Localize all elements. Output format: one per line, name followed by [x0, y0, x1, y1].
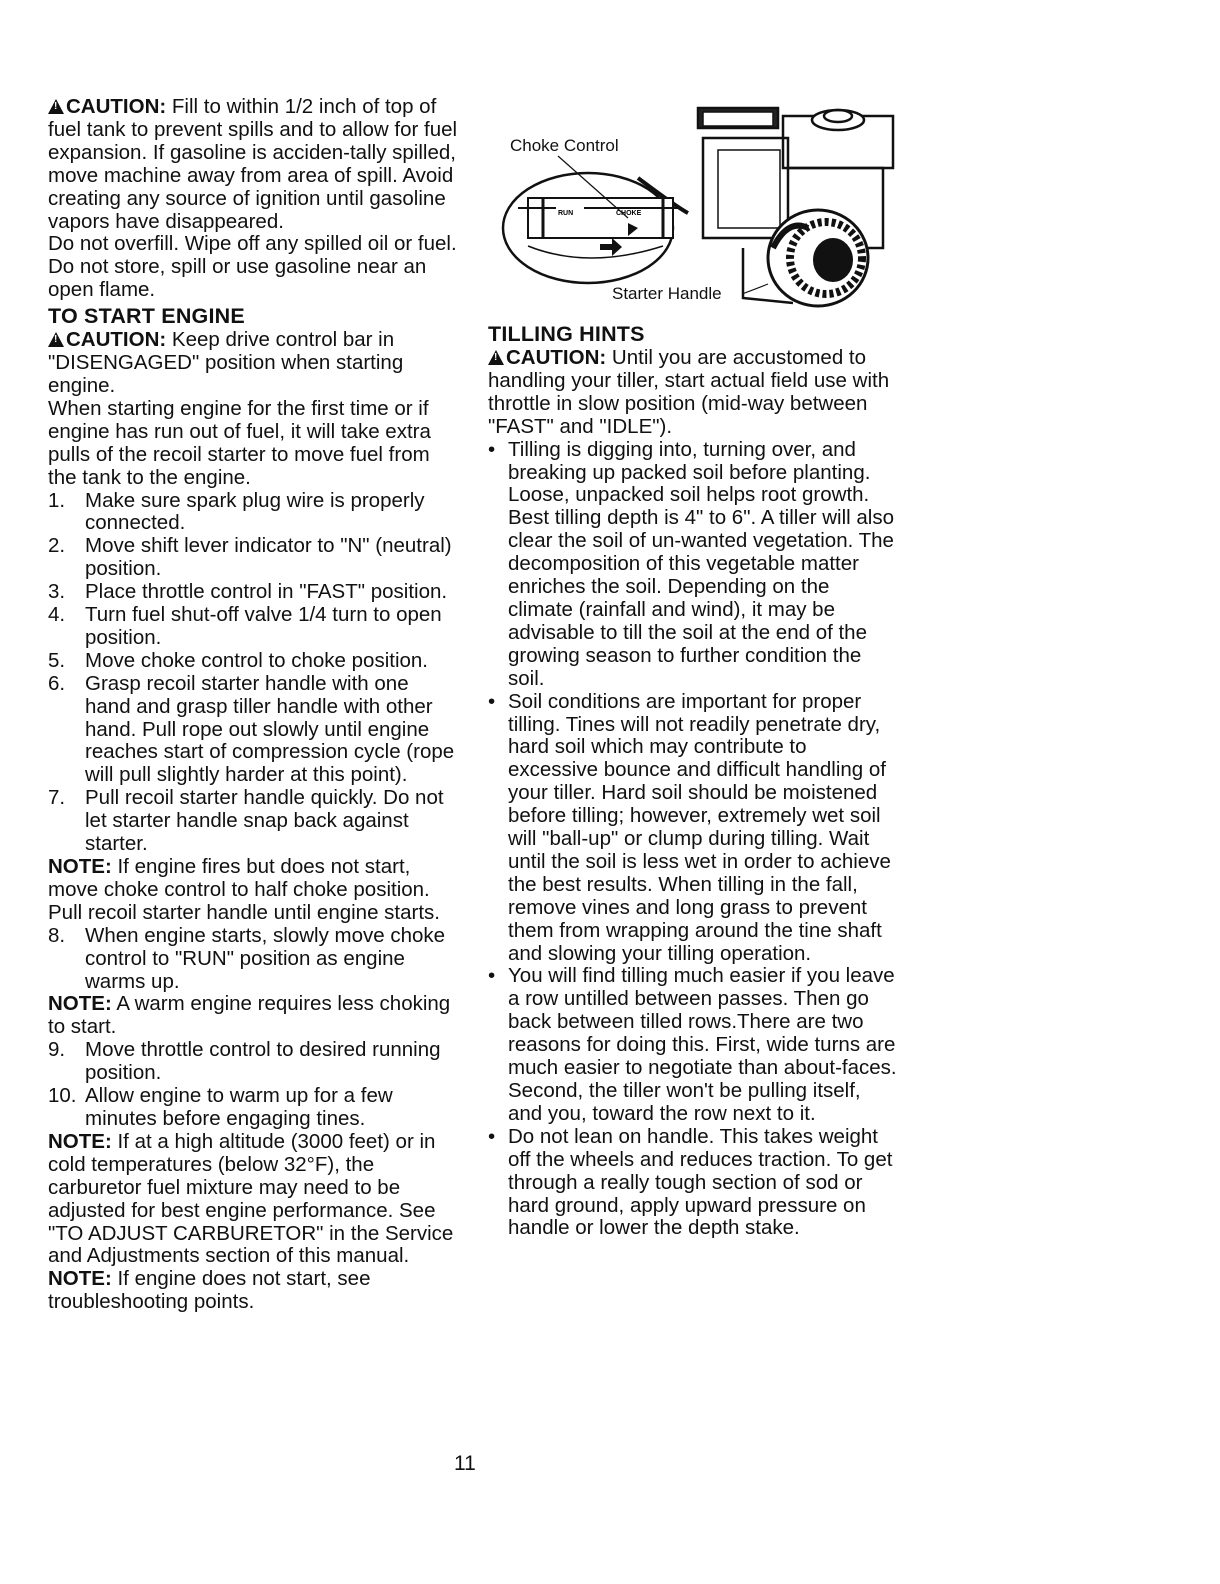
to-start-engine-heading: TO START ENGINE: [48, 304, 245, 329]
hint-bullet-2: • Soil conditions are important for proper tilling. Tines will not readily penetrate dry, hard soil which may contribute to excessive bounce and difficult handling of your tiller. Hard soil should be moistened before tilling; however, extremely wet soil will "ball-up" or clump during tilling. Wait until the soil is less wet in order to achieve the best results. When tilling in the fall, remove vines and long grass to prevent them from wrapping around the tine shaft and slowing your tilling operation.: [488, 689, 891, 965]
hint-bullet-1: • Tilling is digging into, turning over, and breaking up packed soil before planting. Loose, unpacked soil helps root growth. Best tilling depth is 4" to 6". A tiller will also clear the soil of un-wanted vegetation. The decomposition of this vegetable matter enriches the soil. Depending on the climate (rainfall and wind), it may be advisable to till the soil at the end of the growing season to further condition the soil.: [488, 437, 895, 690]
warning-triangle-icon: [48, 99, 64, 114]
step-5: 5. Move choke control to choke position.: [48, 648, 428, 672]
step-3: 3. Place throttle control in "FAST" position.: [48, 580, 448, 604]
note-no-start: NOTE: If engine does not start, see troubleshooting points.: [48, 1267, 371, 1314]
left-column: [48, 96, 458, 1314]
engine-figure: [488, 98, 908, 310]
caution-fuel-text: Fill to within 1/2 inch of top of fuel tank to prevent spills and to allow for fuel expansion. If gasoline is acciden-tally spilled, move machine away from area of spill. Avoid creating any source of ignition until gasoline vapors have disappeared.: [48, 95, 458, 233]
choke-control-label: Choke Control: [510, 136, 619, 155]
warning-triangle-icon: [488, 350, 504, 365]
warning-triangle-icon: [48, 332, 64, 347]
page-number: 11: [454, 1452, 476, 1475]
bullet-icon: •: [488, 964, 496, 988]
recoil-starter: [768, 210, 868, 306]
step-9: 9. Move throttle control to desired running position.: [48, 1038, 441, 1085]
caution-fuel: [48, 96, 458, 233]
caution-drive-bar: [48, 329, 458, 398]
caution-throttle-text: Until you are accustomed to handling your tiller, start actual field use with throttle in slow position (mid-way between "FAST" and "IDLE").: [488, 346, 890, 438]
step-2: 2. Move shift lever indicator to "N" (neutral) position.: [48, 534, 452, 581]
bullet-icon: •: [488, 1124, 496, 1148]
step-10: 10. Allow engine to warm up for a few minutes before engaging tines.: [48, 1084, 393, 1130]
right-column: [488, 320, 898, 1240]
note-altitude: NOTE: If at a high altitude (3000 feet) or in cold temperatures (below 32°F), the carburetor fuel mixture may need to be adjusted for best engine performance. See "TO ADJUST CARBURETOR" in the Service and Adjustments section of this manual.: [48, 1129, 454, 1268]
bullet-icon: •: [488, 689, 496, 713]
caution-drive-bar-text: Keep drive control bar in "DISENGAGED" position when starting engine.: [48, 328, 404, 397]
note-half-choke: NOTE: If engine fires but does not start, move choke control to half choke position. Pull recoil starter handle until engine starts.: [48, 855, 440, 924]
starter-handle-label: Starter Handle: [612, 284, 722, 303]
step-8: 8. When engine starts, slowly move choke control to "RUN" position as engine warms up.: [48, 923, 446, 993]
step-1: 1. Make sure spark plug wire is properly connected.: [48, 488, 425, 535]
tilling-hints-heading: TILLING HINTS: [488, 322, 645, 346]
bullet-icon: •: [488, 437, 496, 461]
step-7: 7. Pull recoil starter handle quickly. Do not let starter handle snap back against starter.: [48, 786, 444, 856]
engine-illustration: [488, 98, 908, 310]
caution-throttle: [488, 347, 898, 439]
hint-bullet-3: • You will find tilling much easier if you leave a row untilled between passes. Then go back between tilled rows.There are two reasons for doing this. First, wide turns are much easier to negotiate than about-faces. Second, the tiller won't be pulling itself, and you, toward the row next to it.: [488, 964, 897, 1125]
first-time-text: When starting engine for the first time or if engine has run out of fuel, it will take extra pulls of the recoil starter to move fuel from the tank to the engine.: [48, 396, 431, 489]
step-6: 6. Grasp recoil starter handle with one hand and grasp tiller handle with other hand. Pull rope out slowly until engine reaches start of compression cycle (rope will pull slightly harder at this point).: [48, 671, 455, 787]
step-4: 4. Turn fuel shut-off valve 1/4 turn to open position.: [48, 603, 442, 649]
caution-label: CAUTION:: [66, 328, 167, 352]
caution-label: CAUTION:: [506, 346, 607, 369]
choke-label: CHOKE: [616, 210, 642, 217]
hint-bullet-4: • Do not lean on handle. This takes weight off the wheels and reduces traction. To get through a really tough section of sod or hard ground, apply upward pressure on handle or lower the depth stake.: [488, 1124, 893, 1240]
overfill-text: Do not overfill. Wipe off any spilled oil or fuel. Do not store, spill or use gasoline near an open flame.: [48, 232, 457, 302]
note-warm-engine: NOTE: A warm engine requires less choking to start.: [48, 992, 451, 1039]
run-label: RUN: [558, 210, 574, 217]
caution-label: CAUTION:: [66, 95, 167, 118]
